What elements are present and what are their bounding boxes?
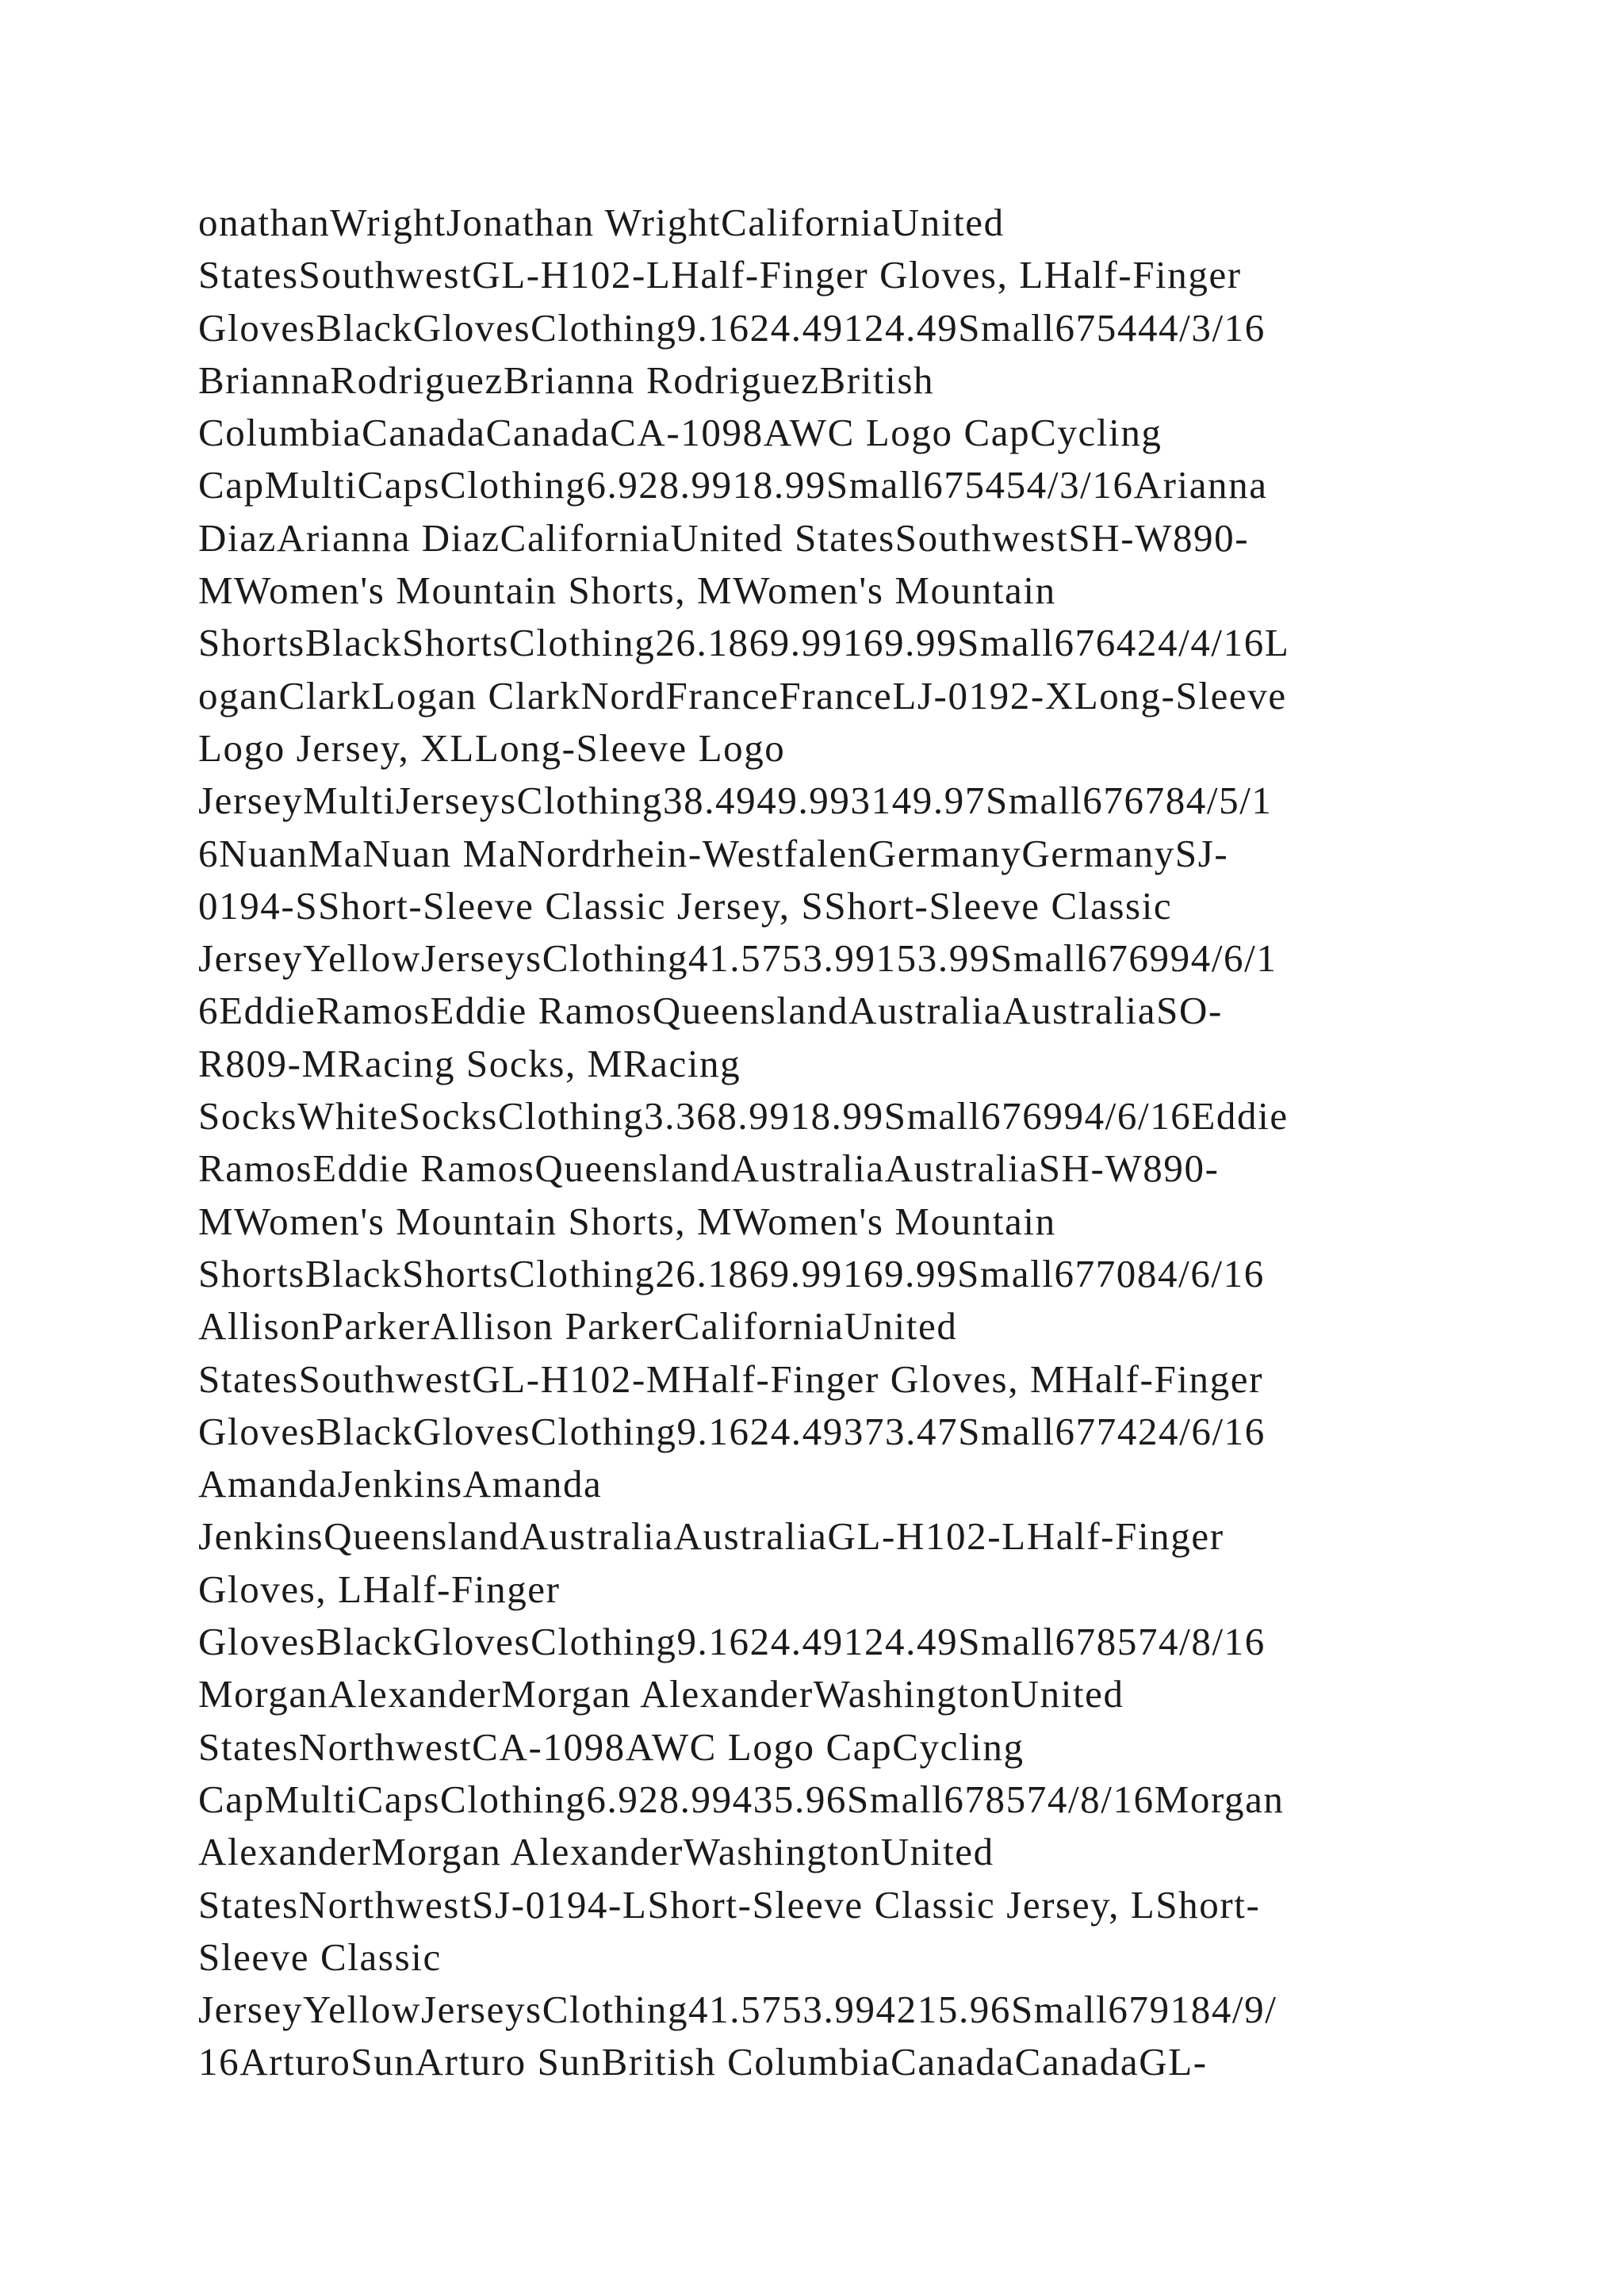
text-line: AmandaJenkinsAmanda bbox=[198, 1462, 603, 1506]
text-line: RamosEddie RamosQueenslandAustraliaAustraliaSH-W890- bbox=[198, 1146, 1220, 1191]
text-line: CapMultiCapsClothing6.928.9918.99Small675454/3/16Arianna bbox=[198, 463, 1268, 507]
text-line: 16ArturoSunArturo SunBritish ColumbiaCanadaCanadaGL- bbox=[198, 2040, 1208, 2084]
text-line: GlovesBlackGlovesClothing9.1624.49124.49Small678574/8/16 bbox=[198, 1620, 1266, 1664]
text-line: ColumbiaCanadaCanadaCA-1098AWC Logo CapCycling bbox=[198, 411, 1162, 455]
text-line: CapMultiCapsClothing6.928.99435.96Small678574/8/16Morgan bbox=[198, 1777, 1285, 1821]
text-line: AllisonParkerAllison ParkerCaliforniaUnited bbox=[198, 1304, 958, 1349]
text-line: StatesSouthwestGL-H102-MHalf-Finger Gloves, MHalf-Finger bbox=[198, 1357, 1263, 1401]
text-line: Logo Jersey, XLLong-Sleeve Logo bbox=[198, 725, 786, 770]
text-line: MWomen's Mountain Shorts, MWomen's Mountain bbox=[198, 568, 1056, 613]
text-line: onathanWrightJonathan WrightCaliforniaUnited bbox=[198, 201, 1005, 244]
text-line: R809-MRacing Socks, MRacing bbox=[198, 1041, 741, 1085]
text-line: JerseyYellowJerseysClothing41.5753.994215.96Small679184/9/ bbox=[198, 1988, 1277, 2032]
text-line: MorganAlexanderMorgan AlexanderWashingtonUnited bbox=[198, 1672, 1124, 1716]
text-line: JerseyYellowJerseysClothing41.5753.99153.99Small676994/6/1 bbox=[198, 936, 1277, 981]
text-line: MWomen's Mountain Shorts, MWomen's Mountain bbox=[198, 1199, 1056, 1243]
text-line: DiazArianna DiazCaliforniaUnited StatesSouthwestSH-W890- bbox=[198, 515, 1250, 560]
text-line: ShortsBlackShortsClothing26.1869.99169.99Small676424/4/16L bbox=[198, 621, 1290, 665]
text-line: GlovesBlackGlovesClothing9.1624.49373.47Small677424/6/16 bbox=[198, 1409, 1266, 1453]
text-line: GlovesBlackGlovesClothing9.1624.49124.49Small675444/3/16 bbox=[198, 305, 1266, 350]
body-text bbox=[198, 197, 1451, 2089]
text-line: SocksWhiteSocksClothing3.368.9918.99Small676994/6/16Eddie bbox=[198, 1094, 1289, 1138]
text-line: oganClarkLogan ClarkNordFranceFranceLJ-0192-XLong-Sleeve bbox=[198, 673, 1287, 718]
text-line: StatesSouthwestGL-H102-LHalf-Finger Gloves, LHalf-Finger bbox=[198, 253, 1242, 297]
text-line: 0194-SShort-Sleeve Classic Jersey, SShort-Sleeve Classic bbox=[198, 883, 1173, 928]
text-line: BriannaRodriguezBrianna RodriguezBritish bbox=[198, 358, 935, 402]
text-line: ShortsBlackShortsClothing26.1869.99169.99Small677084/6/16 bbox=[198, 1251, 1265, 1295]
text-line: 6EddieRamosEddie RamosQueenslandAustraliaAustraliaSO- bbox=[198, 989, 1223, 1033]
text-line: Gloves, LHalf-Finger bbox=[198, 1567, 561, 1611]
text-line: JerseyMultiJerseysClothing38.4949.993149.97Small676784/5/1 bbox=[198, 779, 1273, 823]
text-line: Sleeve Classic bbox=[198, 1934, 442, 1979]
text-line: StatesNorthwestCA-1098AWC Logo CapCycling bbox=[198, 1724, 1025, 1769]
text-line: StatesNorthwestSJ-0194-LShort-Sleeve Classic Jersey, LShort- bbox=[198, 1882, 1261, 1927]
text-line: 6NuanMaNuan MaNordrhein-WestfalenGermanyGermanySJ- bbox=[198, 831, 1229, 875]
text-line: JenkinsQueenslandAustraliaAustraliaGL-H102-LHalf-Finger bbox=[198, 1514, 1224, 1559]
text-line: AlexanderMorgan AlexanderWashingtonUnited bbox=[198, 1830, 994, 1874]
